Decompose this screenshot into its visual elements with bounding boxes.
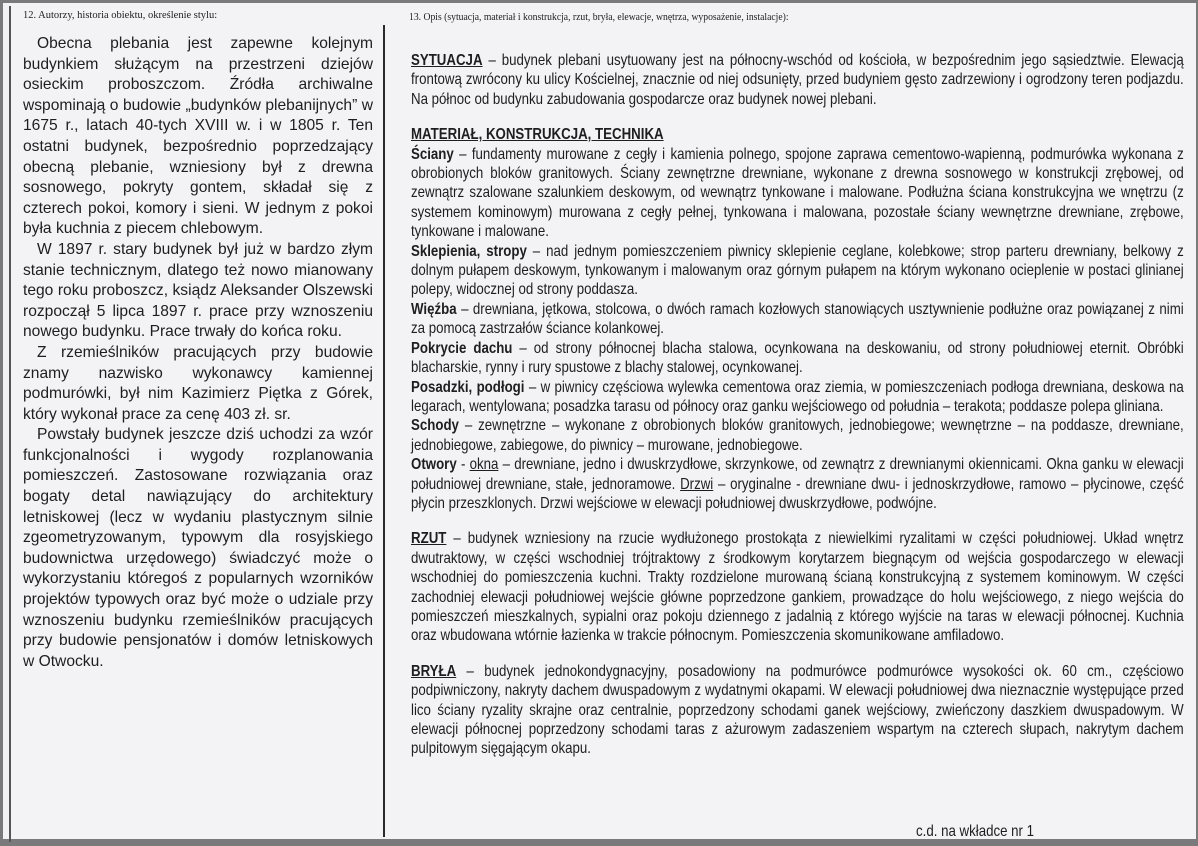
subsection-label: Ściany — [411, 145, 454, 163]
description-paragraph — [411, 455, 1184, 513]
description-paragraph — [411, 125, 1184, 144]
description-text-run: – budynek jednokondygnacyjny, posadowiony na podmurówce podmurówce wysokości ok. 60 cm., częściowo podpiwniczony, nakryty dachem dwuspadowym z wydatnymi okapami. W elewacji południowej dwa nieznacznie występujące przed lico ściany ryzality skrajne oraz centralnie, poprzedzony schodami ganek wejściowy, zwieńczony daszkiem dwuspadowym. W elewacji północnej poprzedzony schodami taras z ażurowym zadaszeniem wspartym na czterech słupach, nakrytym dachem pulpitowym sięgającym okapu. — [411, 662, 1184, 758]
description-paragraph — [411, 339, 1184, 378]
section-heading: MATERIAŁ, KONSTRUKCJA, TECHNIKA — [411, 126, 664, 144]
history-paragraph: Obecna plebania jest zapewne kolejnym budynkiem służącym na przestrzeni dziejów osieckim proboszczom. Źródła archiwalne wspominają o budowie „budynków plebanijnych” w 1675 r., latach 40-tych XVIII w. i w 1805 r. Ten ostatni budynek, bezpośrednio poprzedzający obecną plebanie, wzniesiony był z drewna sosnowego, pokryty gontem, składał się z czterech pokoi, komory i sieni. W jednym z pokoi była kuchnia z piecem chlebowym. — [23, 35, 373, 238]
description-paragraph — [411, 416, 1184, 455]
section-heading: RZUT — [411, 530, 447, 548]
description-text-run: – zewnętrzne – wykonane z obrobionych bloków granitowych, jednobiegowe; wewnętrzne – na poddasze, drewniane, jednobiegowe, zabiegowe, do piwnicy – murowane, jednobiegowe. — [411, 417, 1184, 454]
description-paragraph — [411, 378, 1184, 417]
description-text-run: – budynek wzniesiony na rzucie wydłużonego prostokąta z niewielkimi ryzalitami w części południowej. Układ wnętrz dwutraktowy, w części wschodniej trójtraktowy z środkowym korytarzem biegnącym od wejścia gospodarczego w elewacji wschodniej do pomieszczenia kuchni. Trakty rozdzielone murowaną ścianą konstrukcyjną z systemem kominowym. W części zachodniej elewacji południowej wejście główne poprzedzone gankiem, prowadzące do holu wejściowego, z niego wejścia do pomieszczeń mieszkalnych, sypialni oraz pokoju dziennego z jadalnią z którego wyjście na taras w elewacji północnej. Kuchnia oraz wbudowana wtórnie łazienka w trakcie północnym. Pomieszczenia skomunikowane amfiladowo. — [411, 530, 1184, 645]
subsection-label: Sklepienia, stropy — [411, 242, 527, 260]
description-paragraph — [411, 51, 1184, 109]
description-text-run: – od strony północnej blacha stalowa, ocynkowana na deskowaniu, od strony południowej eternit. Obróbki blacharskie, rynny i rury spustowe z blachy stalowej, ocynkowanej. — [411, 339, 1184, 377]
section-13-header: 13. Opis (sytuacja, materiał i konstrukcja, rzut, bryła, elewacje, wnętrza, wyposażenie, instalacje): — [409, 12, 789, 23]
description-paragraph — [411, 145, 1184, 242]
underlined-term: Drzwi — [680, 475, 714, 493]
description-text — [411, 51, 1184, 759]
description-text-run: – w piwnicy częściowa wylewka cementowa oraz ziemia, w pomieszczeniach podłoga drewniana, deskowa na legarach, wentylowana; posadzka tarasu od północy oraz ganku wejściowego od południa – terakota; poddasze polepa gliniana. — [411, 378, 1184, 415]
description-paragraph — [411, 662, 1184, 759]
description-text-run: – nad jednym pomieszczeniem piwnicy sklepienie ceglane, kolebkowe; strop parteru drewniany, belkowy z dolnym pułapem deskowym, tynkowanym i malowanym oraz górnym pułapem na którym wykonano ocieplenie w postaci glinianej polepy, widocznej od strony poddasza. — [411, 242, 1184, 299]
description-text-run: – drewniana, jętkowa, stolcowa, o dwóch ramach kozłowych stanowiących usztywnienie podłużne oraz powiązanej z nimi za pomocą zastrzałów ściance kolankowej. — [411, 300, 1184, 338]
subsection-label: Posadzki, podłogi — [411, 378, 525, 396]
description-text-run: – drewniane, jedno i dwuskrzydłowe, skrzynkowe, od zewnątrz z drewnianymi okiennicami. Okna ganku w elewacji południowej drewniane, stałe, jednoramowe. — [411, 456, 1184, 493]
column-divider — [383, 25, 385, 837]
history-paragraph: W 1897 r. stary budynek był już w bardzo złym stanie technicznym, dlatego też nowo mianowany tego roku proboszcz, ksiądz Aleksander Olszewski rozpoczął 5 lipca 1897 r. prace przy wznoszeniu nowego budynku. Prace trwały do końca roku. — [23, 240, 373, 341]
subsection-label: Otwory — [411, 456, 457, 474]
section-heading: BRYŁA — [411, 662, 457, 680]
subsection-label: Pokrycie dachu — [411, 339, 513, 357]
section-12-header: 12. Autorzy, historia obiektu, określenie stylu: — [23, 10, 218, 21]
description-text-run: – oryginalne - drewniane dwu- i jednoskrzydłowe, ramowo – płycinowe, część płycin przeszklonych. Drzwi wejściowe w elewacji południowej dwuskrzydłowe, podwójne. — [411, 475, 1184, 512]
description-text-run: – budynek plebani usytuowany jest na północny-wschód od kościoła, w bezpośrednim jego sąsiedztwie. Elewacją frontową zwrócony ku ulicy Kościelnej, znacznie od niej odsunięty, przed budyniem gęsto zadrzewiony i ogrodzony teren podjazdu. Na północ od budynku zabudowania gospodarcze oraz budynek nowej plebani. — [411, 52, 1184, 108]
history-text — [23, 34, 373, 672]
description-paragraph — [411, 529, 1184, 645]
description-paragraph — [411, 242, 1184, 300]
description-paragraph — [411, 300, 1184, 339]
section-heading: SYTUACJA — [411, 52, 483, 69]
document-page — [3, 3, 1196, 839]
underlined-term: okna — [469, 456, 499, 474]
continuation-note: c.d. na wkładce nr 1 — [916, 823, 1035, 840]
description-text-run: - — [456, 456, 470, 474]
history-paragraph: Powstały budynek jeszcze dziś uchodzi za wzór funkcjonalności i wygody rozplanowania pomieszczeń. Zastosowane rozwiązania oraz bogaty detal nawiązujący do architektury letniskowej (lecz w wydaniu plastycznym silnie zgeometryzowanym, typowym dla rosyjskiego budownictwa urzędowego) świadczyć może o wykorzystaniu któregoś z popularnych wzorników projektów typowych oraz być może o udziale przy wznoszeniu budynku rzemieślników pracujących przy budowie pensjonatów i domów letniskowych w Otwocku. — [23, 426, 373, 670]
description-text-run: – fundamenty murowane z cegły i kamienia polnego, spojone zaprawa cementowo-wapienną, podmurówka wykonana z obrobionych bloków granitowych. Ściany zewnętrzne drewniane, wykonane z drewna sosnowego w konstrukcji zrębowej, od zewnątrz szalowane szalunkiem deskowym, od wewnątrz tynkowane i malowane. Podłużna ściana konstrukcyjna we wnętrzu (z systemem kominowym) murowana z cegły pełnej, tynkowana i malowana, pozostałe ściany wewnętrzne drewniane, zrębowe, tynkowane i malowane. — [411, 145, 1184, 241]
subsection-label: Więźba — [411, 300, 457, 318]
subsection-label: Schody — [411, 417, 459, 435]
history-paragraph: Z rzemieślników pracujących przy budowie znamy nazwisko wykonawcy kamiennej podmurówki, był nim Kazimierz Piętka z Górek, który wykonał prace za cenę 403 zł. sr. — [23, 343, 373, 423]
